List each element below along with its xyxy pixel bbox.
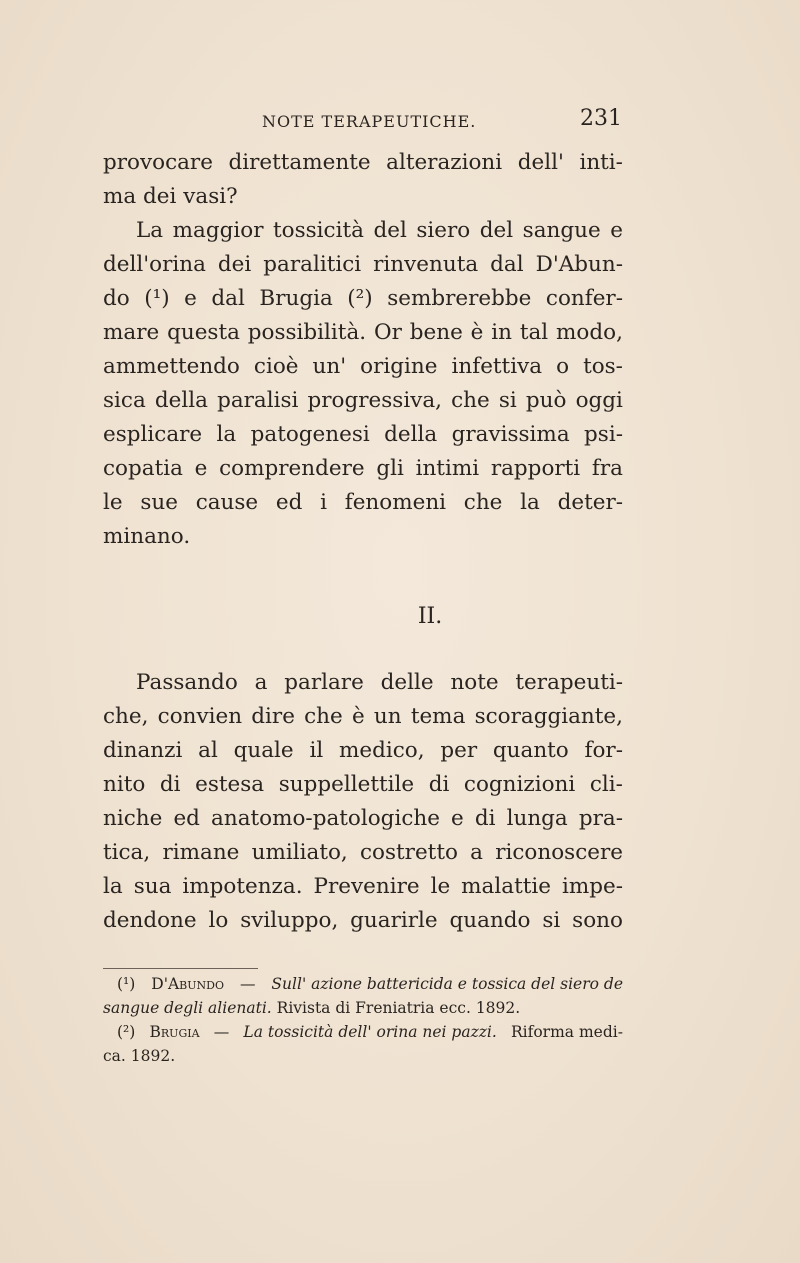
section-heading: II. xyxy=(417,604,443,629)
text-line: la sua impotenza. Prevenire le malattie impe- xyxy=(103,874,623,899)
footnote-2-title: La tossicità dell' orina nei pazzi. xyxy=(243,1023,497,1041)
running-title: NOTE TERAPEUTICHE. xyxy=(262,112,477,131)
footnote-1-marker: (¹) xyxy=(117,975,136,993)
footnote-2-marker: (²) xyxy=(117,1023,136,1041)
text-line: dendone lo sviluppo, guarirle quando si sono xyxy=(103,908,623,933)
text-line: tica, rimane umiliato, costretto a riconoscere xyxy=(103,840,623,865)
paragraph-paralysis xyxy=(103,214,623,554)
text-line: dell'orina dei paralitici rinvenuta dal D'Abun- xyxy=(103,252,623,277)
footnote-1-title-cont: sangue degli alienati. xyxy=(103,999,272,1017)
text-line: nito di estesa suppellettile di cognizioni cli- xyxy=(103,772,623,797)
text-line: provocare direttamente alterazioni dell' inti- xyxy=(103,150,623,175)
text-line: ma dei vasi? xyxy=(103,184,238,209)
text-line: sica della paralisi progressiva, che si può oggi xyxy=(103,388,623,413)
text-line: ammettendo cioè un' origine infettiva o tos- xyxy=(103,354,623,379)
footnote-2-line-2 xyxy=(103,1044,623,1068)
page-number: 231 xyxy=(580,106,622,131)
text-line: Passando a parlare delle note terapeuti- xyxy=(136,670,623,695)
text-line: minano. xyxy=(103,524,191,549)
paragraph-continuation xyxy=(103,146,623,214)
text-line: La maggior tossicità del siero del sangue e xyxy=(136,218,623,243)
footnote-2-dash: — xyxy=(213,1023,230,1041)
text-line: niche ed anatomo-patologiche e di lunga pra- xyxy=(103,806,623,831)
text-line: do (¹) e dal Brugia (²) sembrerebbe confer- xyxy=(103,286,623,311)
text-line: le sue cause ed i fenomeni che la deter- xyxy=(103,490,623,515)
footnote-1-title: Sull' azione battericida e tossica del siero de xyxy=(271,975,623,993)
footnote-1-author: D'Abundo xyxy=(151,975,224,993)
text-line: copatia e comprendere gli intimi rapporti fra xyxy=(103,456,623,481)
text-line: dinanzi al quale il medico, per quanto for- xyxy=(103,738,623,763)
footnote-1-line-2 xyxy=(103,996,623,1020)
footnote-2-source: Riforma medi- xyxy=(510,1023,623,1041)
footnote-1-source: Rivista di Freniatria ecc. 1892. xyxy=(276,999,521,1017)
text-line: esplicare la patogenesi della gravissima psi- xyxy=(103,422,623,447)
footnote-1-dash: — xyxy=(239,975,256,993)
page-header xyxy=(0,104,800,138)
paragraph-therapeutics xyxy=(103,666,623,938)
footnote-1-line-1 xyxy=(103,972,623,996)
footnote-2-source-cont: ca. 1892. xyxy=(103,1047,176,1065)
footnote-2-author: Brugia xyxy=(149,1023,200,1041)
footnote-2-line-1 xyxy=(103,1020,623,1044)
footnotes xyxy=(103,972,623,1068)
text-line: mare questa possibilità. Or bene è in tal modo, xyxy=(103,320,623,345)
text-line: che, convien dire che è un tema scoraggiante, xyxy=(103,704,623,729)
footnote-divider xyxy=(103,968,258,969)
